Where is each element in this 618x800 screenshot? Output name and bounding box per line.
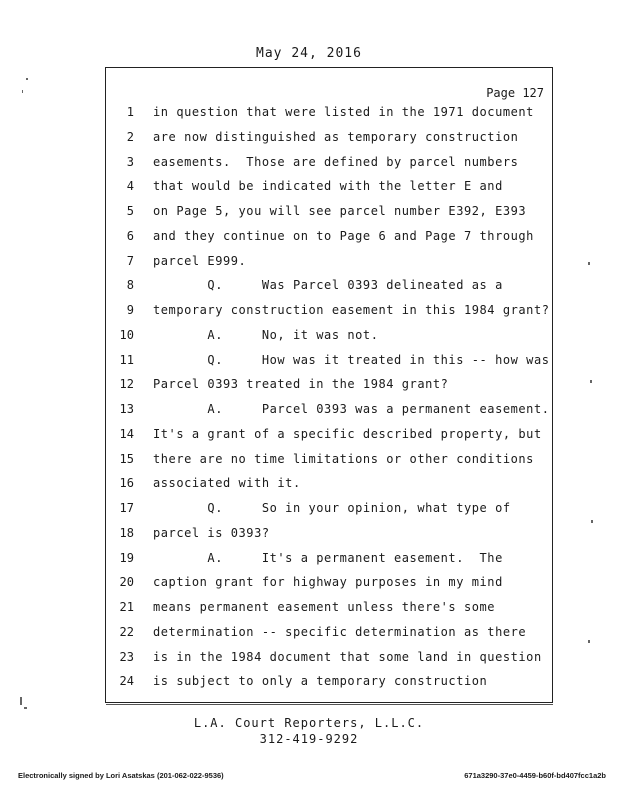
scan-speck [588, 640, 590, 643]
line-text: Q. So in your opinion, what type of [153, 501, 511, 515]
line-number: 2 [126, 130, 134, 144]
scan-speck [24, 707, 27, 709]
line-number: 18 [119, 526, 134, 540]
line-text: is subject to only a temporary construction [153, 674, 488, 688]
line-number: 4 [126, 179, 134, 193]
line-number: 24 [119, 674, 134, 688]
court-reporter-name: L.A. Court Reporters, L.L.C. [193, 716, 425, 730]
line-text: It's a grant of a specific described property, but [153, 427, 542, 441]
line-text: parcel E999. [153, 254, 247, 268]
line-number: 16 [119, 476, 134, 490]
line-text: parcel is 0393? [153, 526, 270, 540]
scan-speck [22, 90, 23, 93]
line-text: A. No, it was not. [153, 328, 379, 342]
line-text: determination -- specific determination as there [153, 625, 527, 639]
line-number: 13 [119, 402, 134, 416]
line-number: 3 [126, 155, 134, 169]
document-id: 671a3290-37e0-4459-b60f-bd407fcc1a2b [464, 771, 606, 780]
line-number: 11 [119, 353, 134, 367]
line-number: 22 [119, 625, 134, 639]
line-number: 17 [119, 501, 134, 515]
line-text: Q. Was Parcel 0393 delineated as a [153, 278, 503, 292]
scan-speck [588, 262, 590, 265]
line-number: 9 [126, 303, 134, 317]
line-text: are now distinguished as temporary construction [153, 130, 519, 144]
line-number: 14 [119, 427, 134, 441]
line-number: 5 [126, 204, 134, 218]
line-text: associated with it. [153, 476, 301, 490]
line-text: A. It's a permanent easement. The [153, 551, 503, 565]
line-number: 19 [119, 551, 134, 565]
line-number: 10 [119, 328, 134, 342]
electronic-signature: Electronically signed by Lori Asatskas (201-062-022-9536) [18, 771, 224, 780]
scan-speck [590, 380, 592, 383]
line-number: 20 [119, 575, 134, 589]
line-text: and they continue on to Page 6 and Page 7 through [153, 229, 534, 243]
line-text: is in the 1984 document that some land in question [153, 650, 542, 664]
line-number: 21 [119, 600, 134, 614]
line-text: that would be indicated with the letter E and [153, 179, 503, 193]
scan-speck [26, 78, 28, 80]
line-text: caption grant for highway purposes in my mind [153, 575, 503, 589]
line-number: 23 [119, 650, 134, 664]
line-text: in question that were listed in the 1971 document [153, 105, 534, 119]
court-reporter-phone: 312-419-9292 [259, 732, 359, 746]
line-text: on Page 5, you will see parcel number E392, E393 [153, 204, 527, 218]
line-text: A. Parcel 0393 was a permanent easement. [153, 402, 550, 416]
transcript-date: May 24, 2016 [256, 46, 362, 61]
page-number: Page 127 [486, 86, 544, 100]
line-text: Q. How was it treated in this -- how was [153, 353, 550, 367]
line-number: 6 [126, 229, 134, 243]
line-text: easements. Those are defined by parcel numbers [153, 155, 519, 169]
line-number: 7 [126, 254, 134, 268]
line-text: means permanent easement unless there's some [153, 600, 496, 614]
scan-speck [591, 520, 593, 523]
line-text: temporary construction easement in this 1984 grant? [153, 303, 550, 317]
frame-underline [106, 704, 553, 705]
line-number: 8 [126, 278, 134, 292]
line-number: 12 [119, 377, 134, 391]
line-number: 15 [119, 452, 134, 466]
line-number: 1 [126, 105, 134, 119]
line-text: Parcel 0393 treated in the 1984 grant? [153, 377, 449, 391]
line-text: there are no time limitations or other conditions [153, 452, 534, 466]
scan-speck [20, 697, 22, 705]
